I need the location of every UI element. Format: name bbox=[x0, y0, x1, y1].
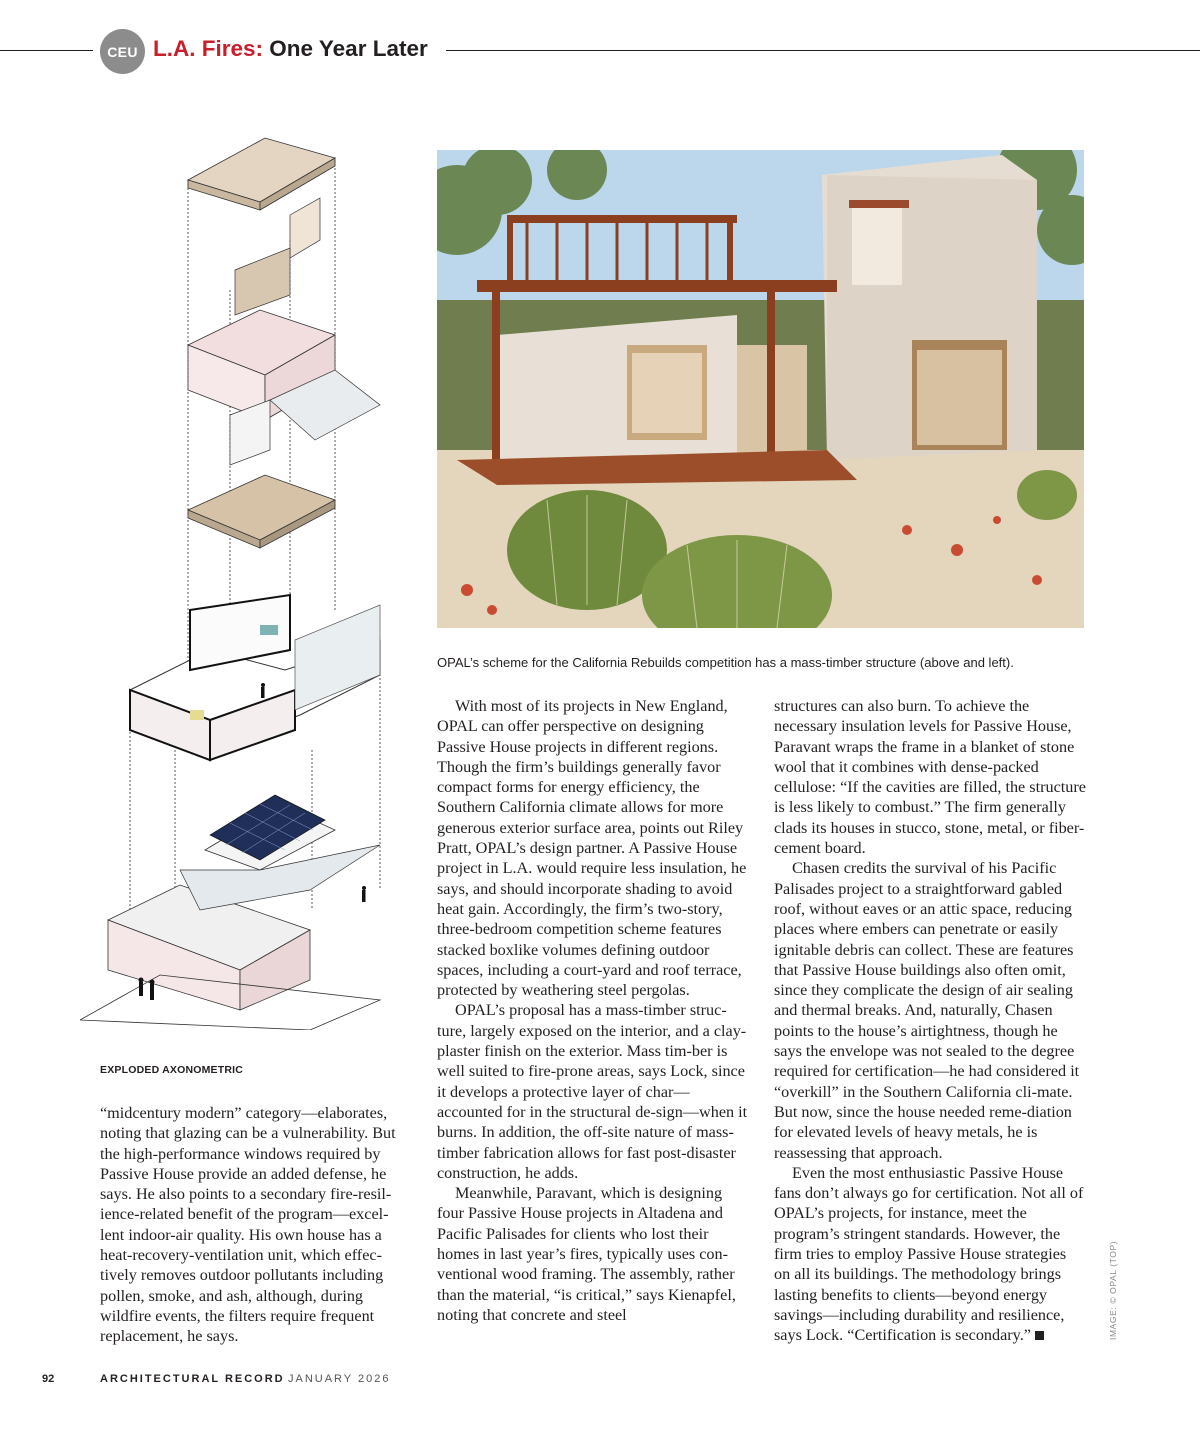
roof-slab bbox=[188, 138, 335, 210]
ceu-badge: CEU bbox=[100, 29, 145, 74]
page-number: 92 bbox=[42, 1373, 55, 1385]
image-credit: IMAGE: © OPAL (TOP) bbox=[1108, 1240, 1118, 1340]
paragraph: Chasen credits the survival of his Pacific Palisades project to a straightforward gabled roof, without eaves or an attic space, reducing places where embers can penetrate or easily ignitable debris can collect. These are features that Passive House buildings also often omit, since they complicate the design of air sealing and thermal breaks. And, naturally, Chasen points to the house’s airtightness, though he says the envelope was not sealed to the degree required for certification—he had considered it “overkill” in the Southern California cli-mate. But now, since the house needed reme-diation for elevated levels of heavy metals, he is reassessing that approach. bbox=[774, 859, 1080, 1162]
section-title bbox=[153, 36, 428, 62]
section-title-highlight: L.A. Fires: bbox=[153, 36, 264, 61]
article-column-right bbox=[774, 696, 1086, 1346]
paragraph-text: Even the most enthusiastic Passive House fans don’t always go for certification. Not all of OPAL’s projects, for instance, meet the program’s stringent standards. However, the firm tries to employ Passive House strategies on all its buildings. The methodology brings lasting benefits to clients—beyond energy savings—including durability and resilience, says Lock. “Certification is secondary.” bbox=[774, 1163, 1084, 1345]
paragraph: structures can also burn. To achieve the necessary insulation levels for Passive House, Paravant wraps the frame in a blanket of stone wool that it combines with dense-packed cellulose: “If the cavities are filled, the structure is less likely to combust.” The firm generally clads its houses in stucco, stone, metal, or fiber-cement board. bbox=[774, 697, 1086, 858]
floor-slab bbox=[188, 475, 335, 548]
header-rule-left bbox=[0, 50, 93, 51]
paragraph: “midcentury modern” category—elaborates, noting that glazing can be a vulnerability. But the high-performance windows required by Passive House provide an added defense, he says. He also points to a secondary fire-resil-ience-related benefit of the program—excel-lent indoor-air quality. His own house has a heat-recovery-ventilation unit, which effec-tively removes outdoor pollutants including pollen, smoke, and ash, although, during wildfire events, the filters require frequent replacement, he says. bbox=[100, 1104, 396, 1346]
section-title-main: One Year Later bbox=[269, 36, 428, 61]
lower-volume bbox=[80, 795, 380, 1030]
wall-panels bbox=[235, 198, 320, 315]
paragraph bbox=[774, 1163, 1086, 1346]
end-of-article-mark bbox=[1035, 1331, 1044, 1340]
magazine-name: ARCHITECTURAL RECORD bbox=[100, 1373, 285, 1385]
photo-caption: OPAL’s scheme for the California Rebuilds competition has a mass-timber structure (above and left). bbox=[437, 655, 1014, 670]
paragraph: Meanwhile, Paravant, which is designing four Passive House projects in Altadena and Pacific Palisades for clients who lost their homes in last year’s fires, typically uses con-ventional wood framing. The assembly, rather than the material, “is critical,” says Kienapfel, noting that concrete and steel bbox=[437, 1184, 736, 1324]
upper-volume bbox=[188, 310, 380, 465]
exploded-axonometric-diagram bbox=[80, 130, 400, 1030]
header-rule-right bbox=[446, 50, 1200, 51]
paragraph: With most of its projects in New England, OPAL can offer perspective on designing Passive House projects in different regions. Though the firm’s buildings generally favor compact forms for energy efficiency, the Southern California climate allows for more generous exterior surface area, points out Riley Pratt, OPAL’s design partner. A Passive House project in L.A. would require less insulation, he says, and should incorporate shading to avoid heat gain. Accordingly, the firm’s two-story, three-bedroom competition scheme features stacked boxlike volumes defining outdoor spaces, including a court-yard and roof terrace, protected by weathering steel pergolas. bbox=[437, 697, 747, 1000]
house-rendering-image bbox=[437, 150, 1084, 628]
diagram-caption: EXPLODED AXONOMETRIC bbox=[100, 1064, 244, 1076]
article-column-left bbox=[100, 1103, 412, 1347]
section-header bbox=[0, 28, 1200, 76]
ground-floor bbox=[130, 595, 380, 760]
article-column-middle bbox=[437, 696, 749, 1325]
issue-date: JANUARY 2026 bbox=[288, 1373, 391, 1385]
paragraph: OPAL’s proposal has a mass-timber struc-ture, largely exposed on the interior, and a clay-plaster finish on the exterior. Mass tim-ber is well suited to fire-prone areas, says Lock, since it develops a protective layer of char—accounted for in the structural de-sign—when it burns. In addition, the off-site nature of mass-timber fabrication allows for fast post-disaster construction, he adds. bbox=[437, 1001, 748, 1182]
